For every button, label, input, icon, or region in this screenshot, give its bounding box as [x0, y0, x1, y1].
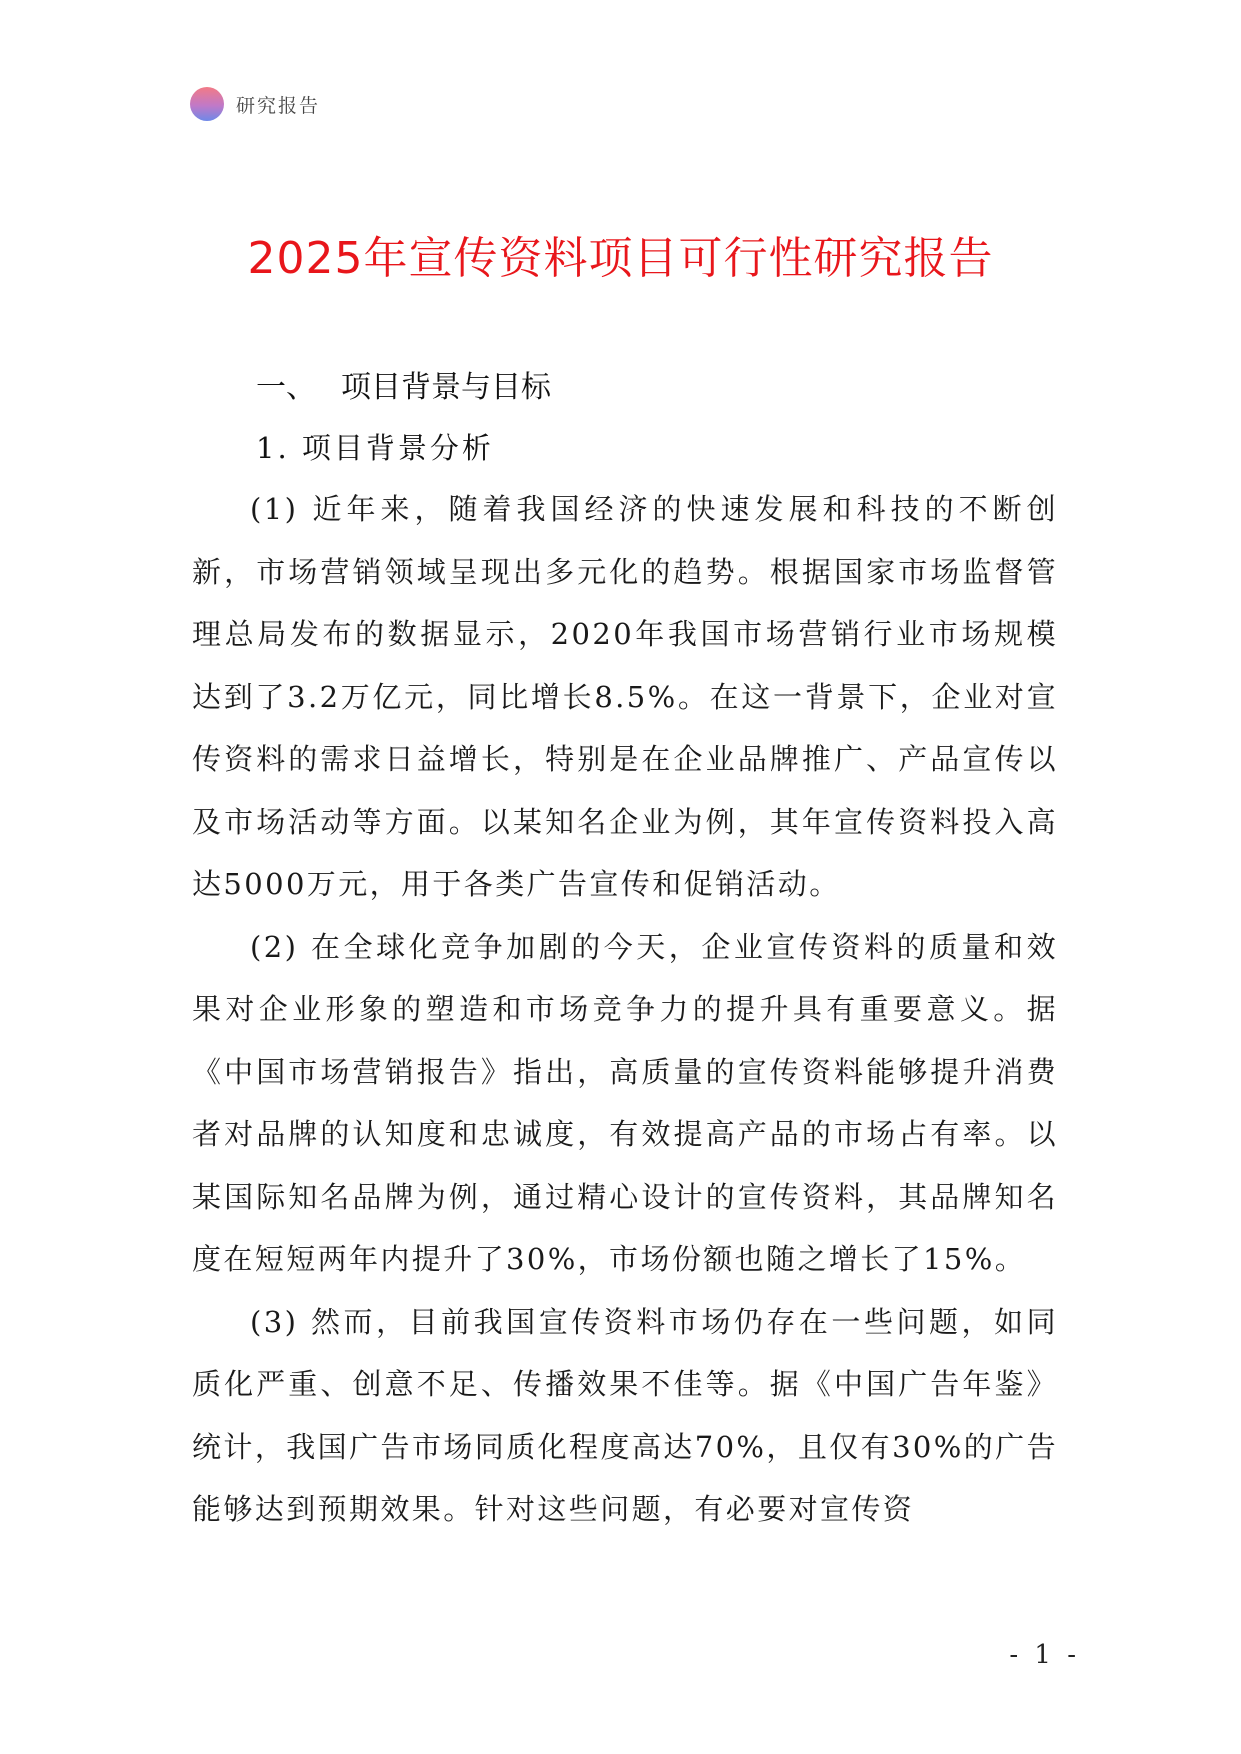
- section-number: 一、: [256, 370, 316, 405]
- paragraph-3: (3) 然而，目前我国宣传资料市场仍存在一些问题，如同质化严重、创意不足、传播效果不佳等。据《中国广告年鉴》统计，我国广告市场同质化程度高达70%，且仅有30%的广告能够达到预期效果。针对这些问题，有必要对宣传资: [192, 1304, 1058, 1526]
- section-heading: [256, 362, 551, 406]
- body-text: [192, 478, 1058, 1541]
- page-number: - 1 -: [1009, 1640, 1080, 1670]
- document-title: 2025年宣传资料项目可行性研究报告: [247, 233, 994, 284]
- paragraph-1: (1) 近年来，随着我国经济的快速发展和科技的不断创新，市场营销领域呈现出多元化的趋势。根据国家市场监督管理总局发布的数据显示，2020年我国市场营销行业市场规模达到了3.2万亿元，同比增长8.5%。在这一背景下，企业对宣传资料的需求日益增长，特别是在企业品牌推广、产品宣传以及市场活动等方面。以某知名企业为例，其年宣传资料投入高达5000万元，用于各类广告宣传和促销活动。: [192, 492, 1058, 901]
- page-header: [190, 86, 320, 122]
- gradient-circle-logo-icon: [190, 87, 224, 121]
- section-title: 项目背景与目标: [341, 370, 551, 405]
- subsection-heading: 1. 项目背景分析: [256, 431, 494, 465]
- header-label: 研究报告: [236, 94, 321, 117]
- paragraph-2: (2) 在全球化竞争加剧的今天，企业宣传资料的质量和效果对企业形象的塑造和市场竞争力的提升具有重要意义。据《中国市场营销报告》指出，高质量的宣传资料能够提升消费者对品牌的认知度和忠诚度，有效提高产品的市场占有率。以某国际知名品牌为例，通过精心设计的宣传资料，其品牌知名度在短短两年内提升了30%，市场份额也随之增长了15%。: [192, 929, 1058, 1276]
